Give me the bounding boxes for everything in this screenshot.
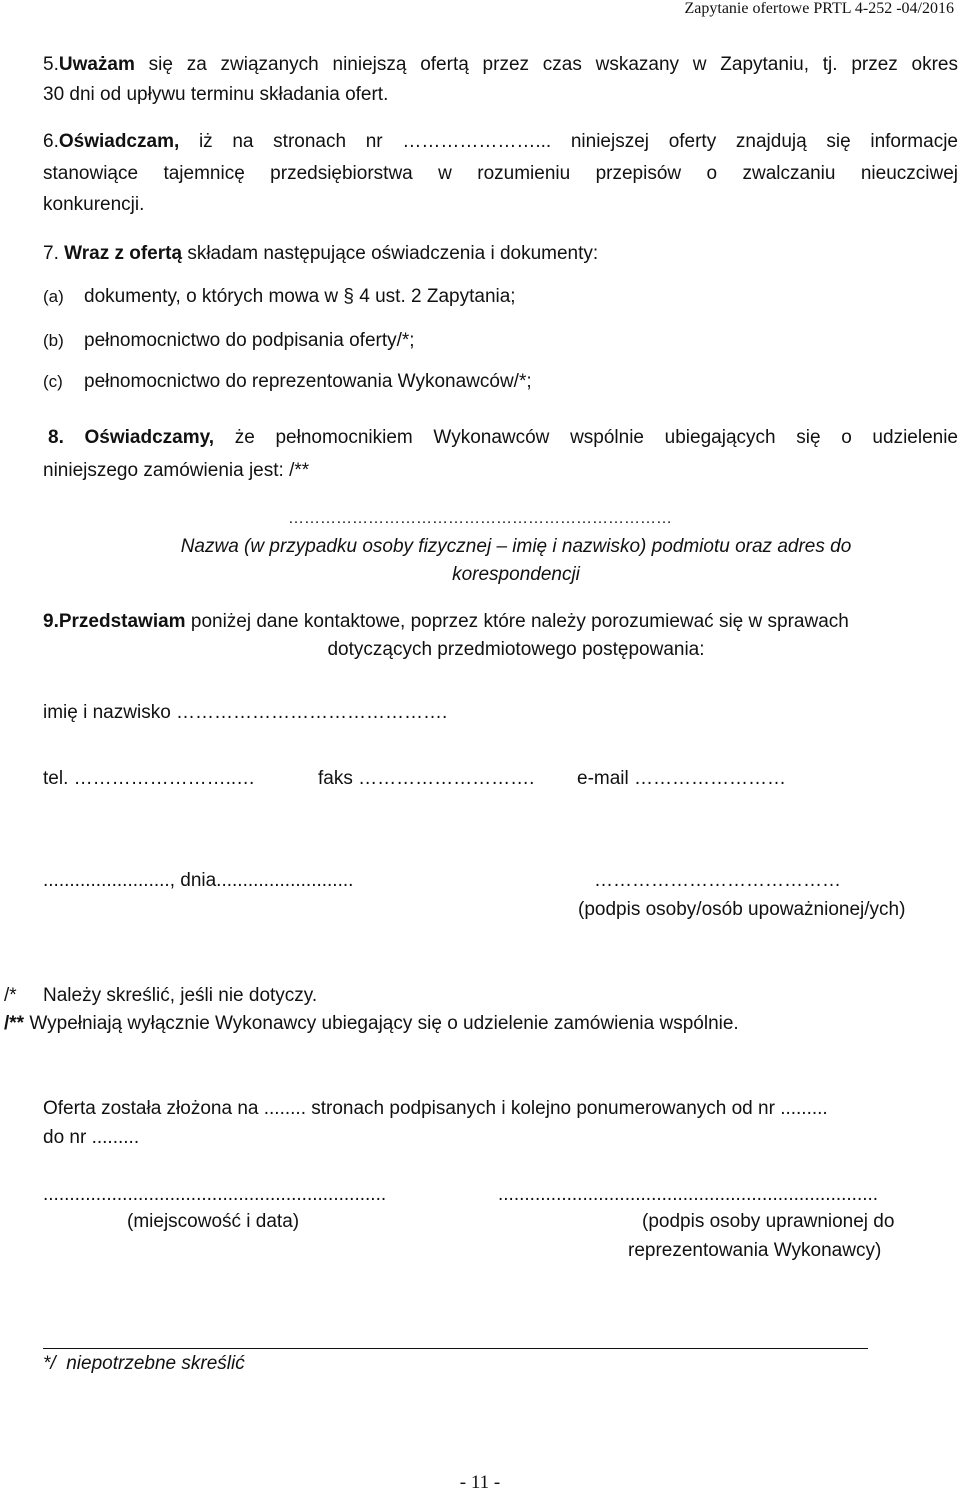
fill-in-dots: ……………………………………………………………… bbox=[288, 510, 672, 527]
signature-caption: (podpis osoby/osób upoważnionej/ych) bbox=[578, 899, 906, 920]
offer-pages-line-2: do nr ......... bbox=[43, 1127, 140, 1148]
footnote-text: Należy skreślić, jeśli nie dotyczy. bbox=[43, 985, 318, 1006]
list-item-label: (c) bbox=[43, 372, 63, 391]
list-item-text: pełnomocnictwo do podpisania oferty/*; bbox=[84, 330, 415, 351]
place-date-dots: ................................................................. bbox=[43, 1184, 387, 1205]
footnote-mark: /* bbox=[4, 985, 17, 1006]
paragraph-9-line-1: 9.Przedstawiam poniżej dane kontaktowe, poprzez które należy porozumiewać się w sprawach bbox=[43, 611, 849, 632]
authorized-signature-dots: ........................................................................ bbox=[498, 1184, 879, 1205]
paragraph-5-line-2: 30 dni od upływu terminu składania ofert. bbox=[43, 84, 389, 105]
dots-caption-line-1: Nazwa (w przypadku osoby fizycznej – imię i nazwisko) podmiotu oraz adres do bbox=[180, 536, 852, 557]
paragraph-5-line-1: 5.Uważam się za związanych niniejszą ofertą przez czas wskazany w Zapytaniu, tj. przez okres bbox=[43, 54, 958, 75]
paragraph-9-line-2: dotyczących przedmiotowego postępowania: bbox=[327, 639, 705, 660]
dots-caption-line-2: korespondencji bbox=[452, 564, 580, 585]
separator-line bbox=[43, 1348, 868, 1349]
contact-tel-field[interactable]: tel. ……………………..… bbox=[43, 768, 256, 789]
paragraph-6-line-3: konkurencji. bbox=[43, 194, 145, 215]
page-number: - 11 - bbox=[459, 1472, 501, 1493]
footnote-2: /** Wypełniają wyłącznie Wykonawcy ubiegający się o udzielenie zamówienia wspólnie. bbox=[4, 1013, 739, 1034]
paragraph-8-line-2: niniejszego zamówienia jest: /** bbox=[43, 460, 310, 481]
contact-name-field[interactable]: imię i nazwisko ……………………………………. bbox=[43, 702, 448, 723]
list-item-text: pełnomocnictwo do reprezentowania Wykonawców/*; bbox=[84, 371, 532, 392]
list-item-text: dokumenty, o których mowa w § 4 ust. 2 Zapytania; bbox=[84, 286, 516, 307]
place-date-caption: (miejscowość i data) bbox=[127, 1211, 300, 1232]
bottom-note: */ niepotrzebne skreślić bbox=[43, 1353, 245, 1374]
place-date-field[interactable]: ........................, dnia.......................... bbox=[43, 870, 354, 891]
list-item-label: (b) bbox=[43, 331, 64, 350]
signature-dots: ………………………………… bbox=[594, 870, 841, 891]
list-item-label: (a) bbox=[43, 287, 64, 306]
offer-pages-line-1: Oferta została złożona na ........ stronach podpisanych i kolejno ponumerowanych od nr ......... bbox=[43, 1098, 828, 1119]
authorized-signature-caption-2: reprezentowania Wykonawcy) bbox=[628, 1240, 882, 1261]
paragraph-6-line-2: stanowiące tajemnicę przedsiębiorstwa w rozumieniu przepisów o zwalczaniu nieuczciwej bbox=[43, 163, 958, 184]
contact-email-field[interactable]: e-mail …………………… bbox=[577, 768, 787, 789]
contact-fax-field[interactable]: faks ………………………. bbox=[318, 768, 535, 789]
page-header: Zapytanie ofertowe PRTL 4-252 -04/2016 bbox=[684, 0, 954, 17]
paragraph-6-line-1: 6.Oświadczam, iż na stronach nr …………………... niniejszej oferty znajdują się informacje bbox=[43, 131, 958, 152]
paragraph-8-line-1: 8. Oświadczamy, że pełnomocnikiem Wykonawców wspólnie ubiegających się o udzielenie bbox=[48, 427, 958, 448]
authorized-signature-caption-1: (podpis osoby uprawnionej do bbox=[642, 1211, 895, 1232]
paragraph-7-heading: 7. Wraz z ofertą składam następujące oświadczenia i dokumenty: bbox=[43, 243, 599, 264]
